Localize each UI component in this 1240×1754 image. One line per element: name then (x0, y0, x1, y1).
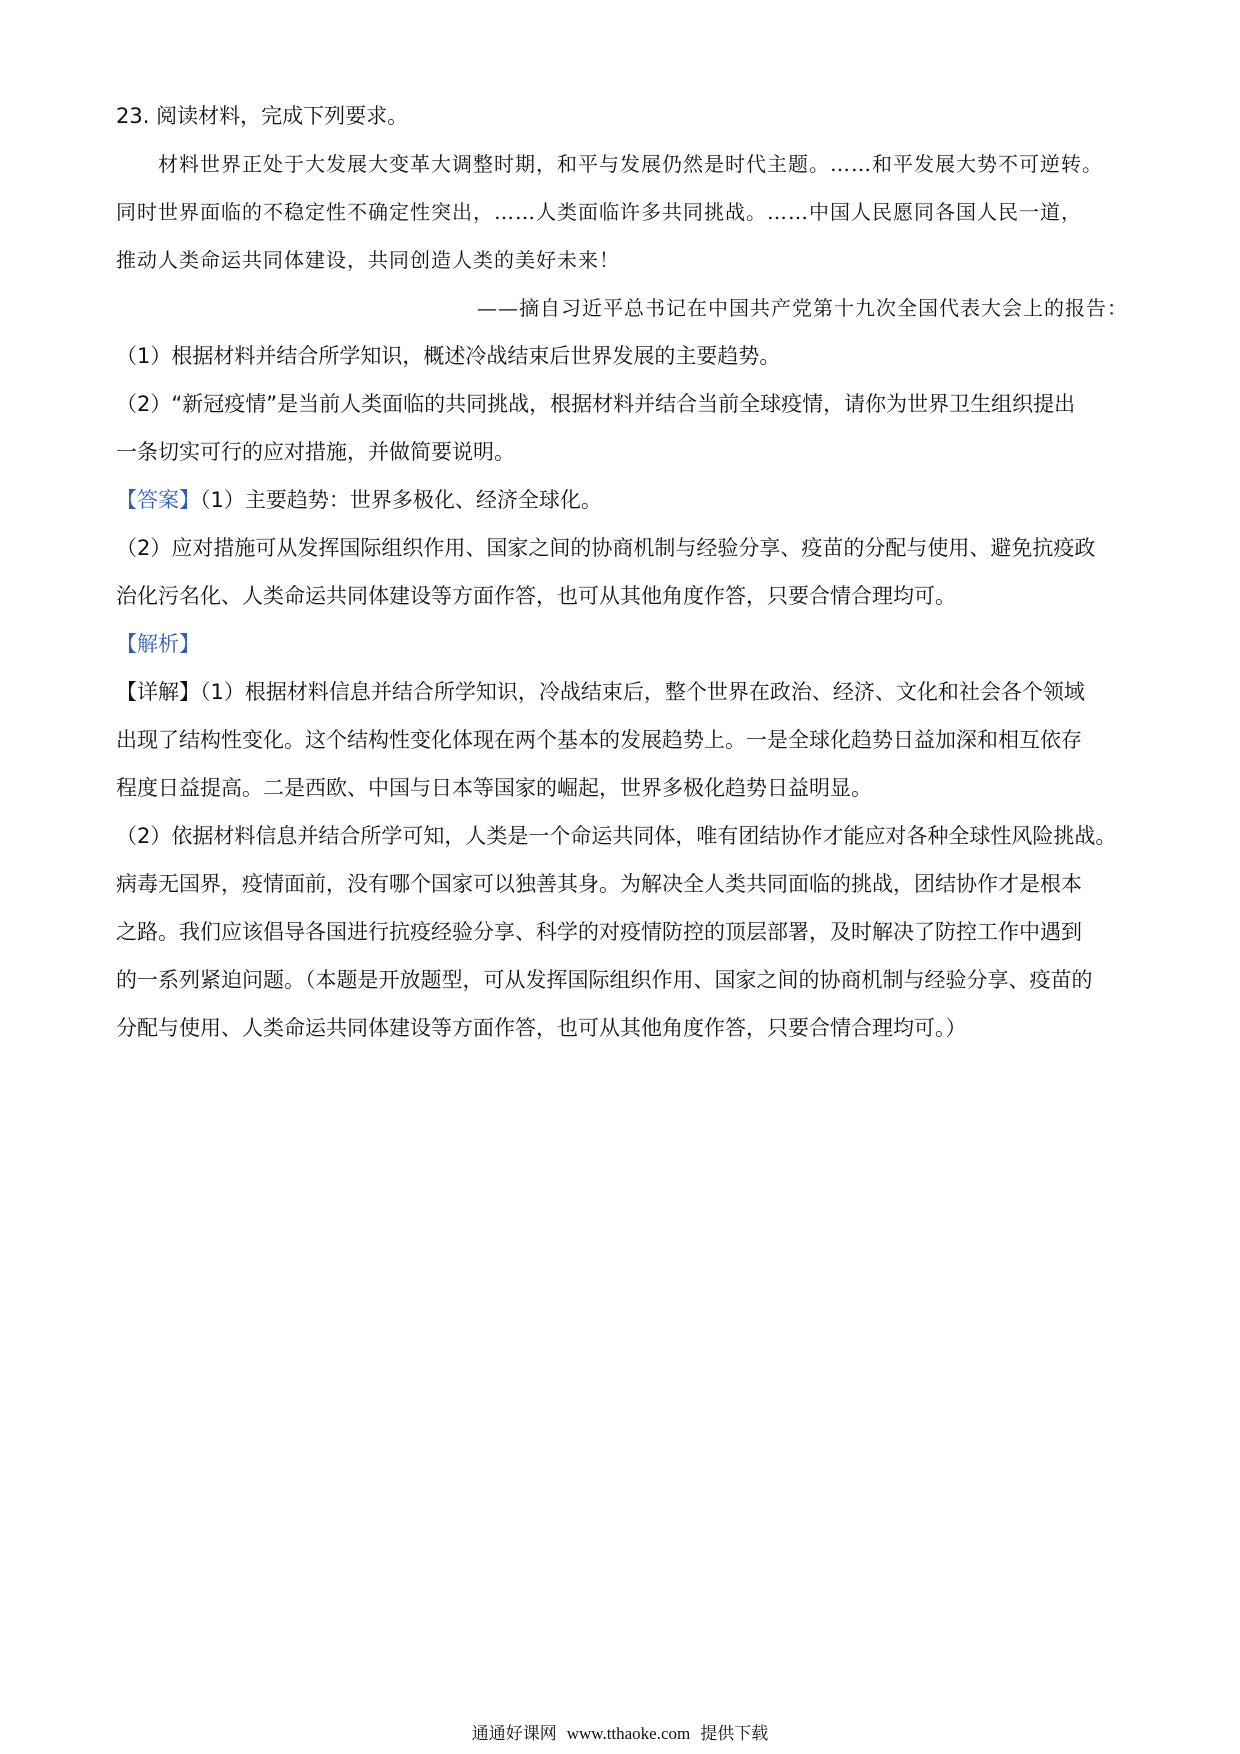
page-footer (0, 1722, 1240, 1746)
analysis-tag: 【解析】 (116, 632, 200, 656)
material-line-3: 推动人类命运共同体建设，共同创造人类的美好未来！ (116, 248, 620, 272)
detail-2-line-5: 分配与使用、人类命运共同体建设等方面作答，也可从其他角度作答，只要合情合理均可。） (116, 1016, 967, 1040)
sub-question-2-line-1: （2）“新冠疫情”是当前人类面临的共同挑战，根据材料并结合当前全球疫情，请你为世界卫生组织提出 (116, 392, 1076, 416)
footer-suffix: 提供下载 (700, 1724, 769, 1744)
detail-1-line-3: 程度日益提高。二是西欧、中国与日本等国家的崛起，世界多极化趋势日益明显。 (116, 776, 872, 800)
question-title: 23. 阅读材料，完成下列要求。 (116, 104, 409, 128)
sub-question-2-line-2: 一条切实可行的应对措施，并做简要说明。 (116, 440, 515, 464)
detail-1-line-2: 出现了结构性变化。这个结构性变化体现在两个基本的发展趋势上。一是全球化趋势日益加深和相互依存 (116, 728, 1082, 752)
footer-url[interactable]: www.tthaoke.com (566, 1724, 691, 1743)
answer-part-2-line-2: 治化污名化、人类命运共同体建设等方面作答，也可从其他角度作答，只要合情合理均可。 (116, 584, 956, 608)
footer-site-name: 通通好课网 (471, 1724, 557, 1744)
sub-question-1: （1）根据材料并结合所学知识，概述冷战结束后世界发展的主要趋势。 (116, 344, 781, 368)
document-body (116, 92, 1132, 1052)
material-source: ——摘自习近平总书记在中国共产党第十九次全国代表大会上的报告： (477, 296, 1128, 320)
detail-tag: 【详解】 (116, 680, 200, 704)
material-line-2: 同时世界面临的不稳定性不确定性突出，……人类面临许多共同挑战。……中国人民愿同各国人民一道， (116, 200, 1082, 224)
detail-2-line-4: 的一系列紧迫问题。（本题是开放题型，可从发挥国际组织作用、国家之间的协商机制与经验分享、疫苗的 (116, 968, 1093, 992)
answer-part-1: （1）主要趋势：世界多极化、经济全球化。 (200, 488, 602, 512)
detail-2-line-2: 病毒无国界，疫情面前，没有哪个国家可以独善其身。为解决全人类共同面临的挑战，团结协作才是根本 (116, 872, 1082, 896)
answer-part-2-line-1: （2）应对措施可从发挥国际组织作用、国家之间的协商机制与经验分享、疫苗的分配与使用、避免抗疫政 (116, 536, 1096, 560)
answer-line-1 (116, 476, 1132, 524)
detail-2-line-3: 之路。我们应该倡导各国进行抗疫经验分享、科学的对疫情防控的顶层部署，及时解决了防控工作中遇到 (116, 920, 1082, 944)
answer-tag: 【答案】 (116, 488, 200, 512)
detail-line-1 (116, 668, 1132, 716)
detail-2-line-1: （2）依据材料信息并结合所学可知，人类是一个命运共同体，唯有团结协作才能应对各种全球性风险挑战。 (116, 824, 1117, 848)
material-line-1: 材料世界正处于大发展大变革大调整时期，和平与发展仍然是时代主题。……和平发展大势不可逆转。 (158, 152, 1103, 176)
detail-1-first: （1）根据材料信息并结合所学知识，冷战结束后，整个世界在政治、经济、文化和社会各个领域 (200, 680, 1085, 704)
